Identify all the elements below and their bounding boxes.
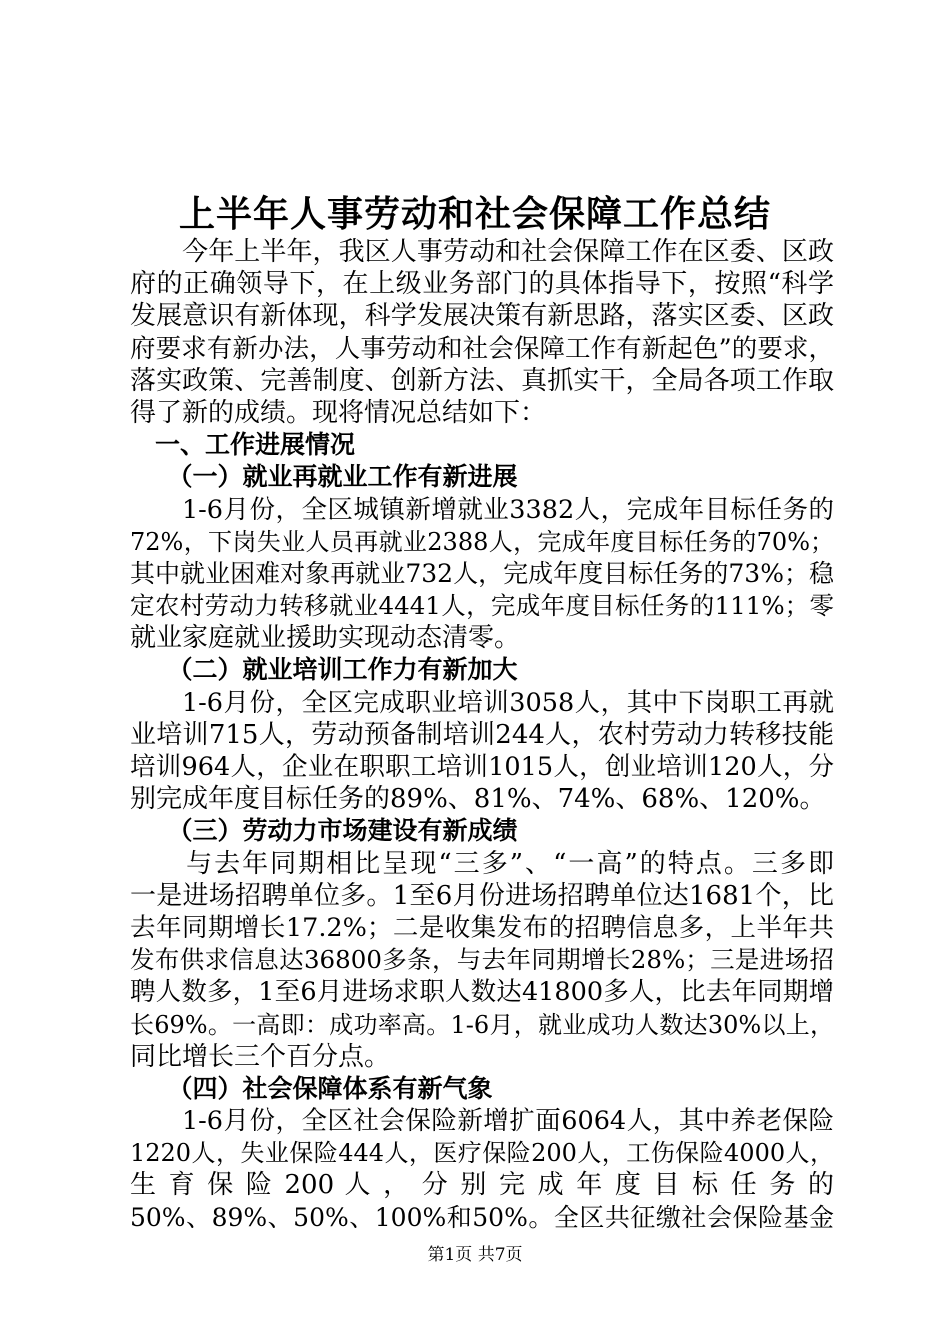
section-heading: （二）就业培训工作力有新加大 [130,655,518,685]
text-line: 生 育 保 险 200 人 ， 分 别 完 成 年 度 目 标 任 务 的 [130,1170,834,1201]
text-line: 1-6月份，全区完成职业培训3058人，其中下岗职工再就 [130,687,834,718]
text-line: 50%、89%、50%、100%和50%。全区共征缴社会保险基金 [130,1202,834,1232]
text-line: 聘人数多，1至6月进场求职人数达41800多人，比去年同期增 [130,977,834,1008]
text-line: 1220人，失业保险444人，医疗保险200人，工伤保险4000人， [130,1139,834,1168]
text-line: 府要求有新办法，人事劳动和社会保障工作有新起色”的要求， [130,333,834,364]
text-line: 长69%。一高即：成功率高。1-6月，就业成功人数达30%以上， [130,1010,834,1039]
text-line: 得了新的成绩。现将情况总结如下： [130,397,547,428]
text-line: 别完成年度目标任务的89%、81%、74%、68%、120%。 [130,784,826,815]
document-body [130,236,834,1234]
text-line: 落实政策、完善制度、创新方法、真抓实干，全局各项工作取 [130,365,834,396]
section-heading: （一）就业再就业工作有新进展 [130,462,518,492]
text-line: 与去年同期相比呈现“三多”、“一高”的特点。三多即 [130,848,834,879]
text-line: 1-6月份，全区城镇新增就业3382人，完成年目标任务的 [130,494,834,525]
text-line: 去年同期增长17.2%；二是收集发布的招聘信息多，上半年共 [130,912,834,943]
text-line: 府的正确领导下，在上级业务部门的具体指导下，按照“科学 [130,269,834,300]
text-line: 定农村劳动力转移就业4441人，完成年度目标任务的111%；零 [130,591,834,621]
text-line: 1-6月份，全区社会保险新增扩面6064人，其中养老保险 [130,1106,834,1137]
text-line: 就业家庭就业援助实现动态清零。 [130,623,521,654]
text-line: 同比增长三个百分点。 [130,1041,391,1072]
text-line: 培训964人，企业在职职工培训1015人，创业培训120人，分 [130,752,834,782]
section-heading: （四）社会保障体系有新气象 [130,1073,493,1103]
text-line: 其中就业困难对象再就业732人，完成年度目标任务的73%；稳 [130,558,834,588]
page-title: 上半年人事劳动和社会保障工作总结 [178,194,771,235]
text-line: 业培训715人，劳动预备制培训244人，农村劳动力转移技能 [130,719,834,750]
text-line: 72%，下岗失业人员再就业2388人，完成年度目标任务的70%； [130,527,834,556]
text-line: 发布供求信息达36800多条，与去年同期增长28%；三是进场招 [130,945,834,975]
page-footer: 第1页 共7页 [427,1245,523,1265]
text-line: 发展意识有新体现，科学发展决策有新思路，落实区委、区政 [130,301,834,332]
text-line: 一是进场招聘单位多。1至6月份进场招聘单位达1681个，比 [130,880,834,911]
section-heading: 一、工作进展情况 [130,430,356,460]
section-heading: （三）劳动力市场建设有新成绩 [130,816,518,846]
text-line: 今年上半年，我区人事劳动和社会保障工作在区委、区政 [130,237,834,267]
